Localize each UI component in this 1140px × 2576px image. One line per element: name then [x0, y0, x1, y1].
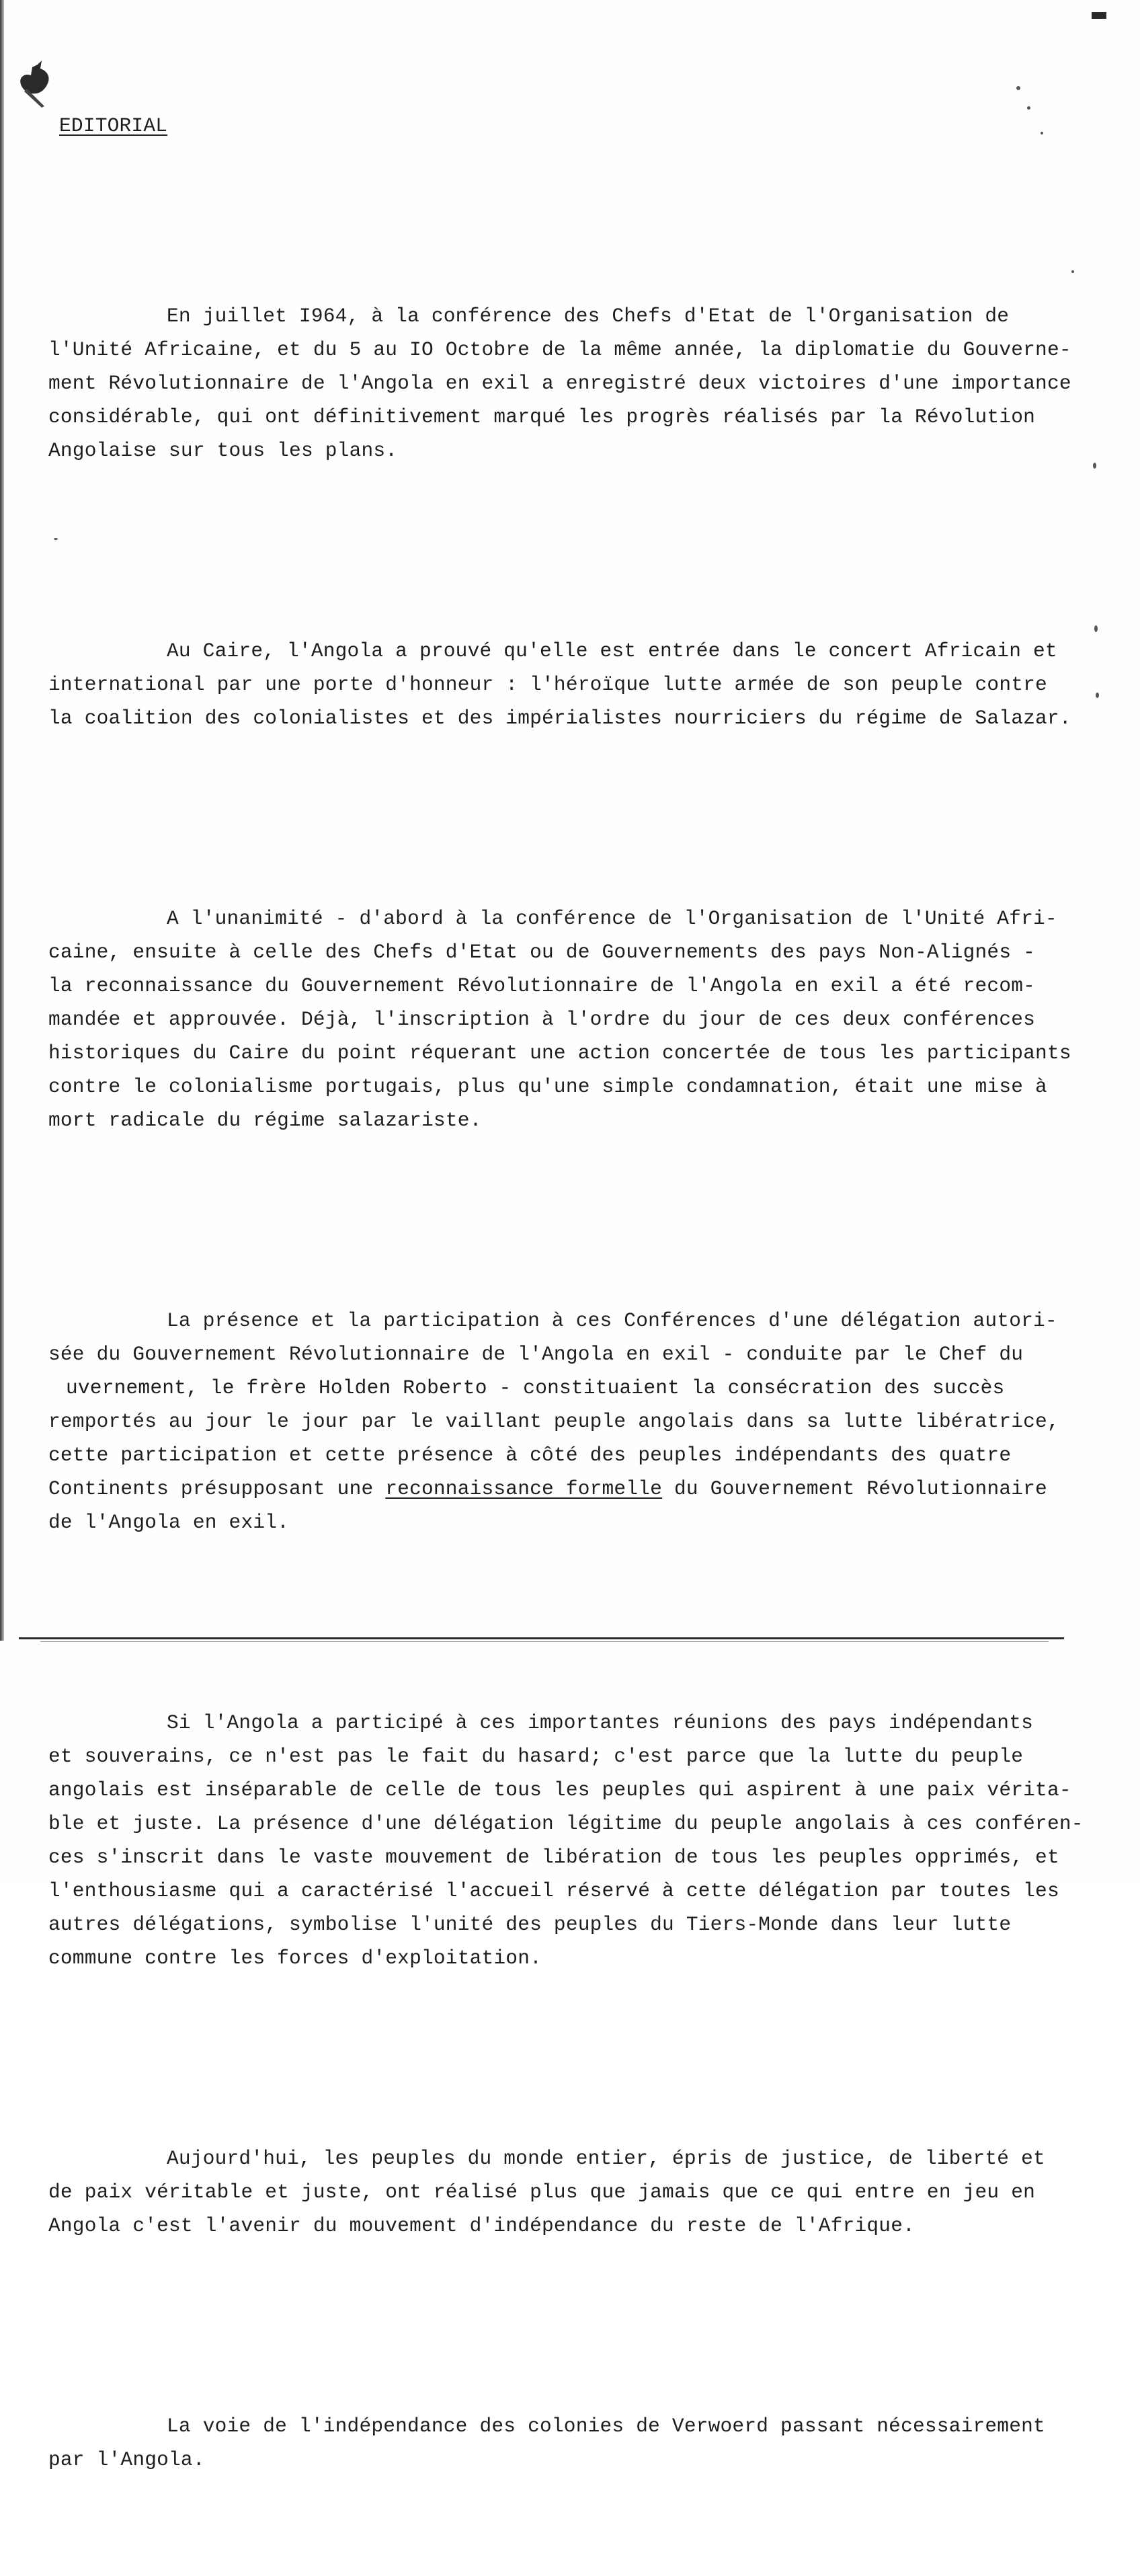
text-line: par l'Angola. — [48, 2448, 205, 2471]
scan-speck — [1093, 463, 1096, 469]
text-line: de l'Angola en exil. — [48, 1511, 290, 1534]
text-line: Au Caire, l'Angola a prouvé qu'elle est entrée dans le concert Africain et — [167, 639, 1057, 662]
scan-speck — [1016, 86, 1020, 90]
text-line: En juillet I964, à la conférence des Chefs d'Etat de l'Organisation de — [167, 305, 1010, 327]
bottom-rule-shadow — [40, 1641, 1049, 1642]
text-line: la reconnaissance du Gouvernement Révolutionnaire de l'Angola en exil a été recom- — [48, 974, 1036, 997]
text-line: considérable, qui ont définitivement marqué les progrès réalisés par la Révolution — [48, 405, 1036, 428]
text-line: La voie de l'indépendance des colonies de Verwoerd passant nécessairement — [167, 2415, 1045, 2437]
scan-speck — [54, 538, 58, 540]
paragraph-4 — [48, 1237, 1070, 1606]
paragraph-7 — [48, 2342, 1070, 2544]
bottom-rule — [19, 1637, 1064, 1639]
text-line: caine, ensuite à celle des Chefs d'Etat ou de Gouvernements des pays Non-Alignés - — [48, 941, 1036, 964]
text-line: mort radicale du régime salazariste. — [48, 1109, 482, 1132]
text-line: Si l'Angola a participé à ces importantes réunions des pays indépendants — [167, 1711, 1034, 1734]
text-line: la coalition des colonialistes et des impérialistes nourriciers du régime de Salazar. — [48, 707, 1071, 730]
editorial-body — [48, 232, 1084, 2576]
underlined-phrase: reconnaissance formelle — [385, 1477, 663, 1500]
scan-speck — [1027, 106, 1030, 110]
text-line: contre le colonialisme portugais, plus qu'une simple condamnation, était une mise à — [48, 1075, 1047, 1098]
scan-speck — [1041, 132, 1043, 134]
text-line: Angolaise sur tous les plans. — [48, 439, 398, 462]
scan-speck — [1071, 270, 1074, 273]
paragraph-5 — [48, 1639, 1084, 2042]
paragraph-6 — [48, 2074, 1070, 2310]
text-line: commune contre les forces d'exploitation. — [48, 1947, 542, 1969]
text-line: cette participation et cette présence à côté des peuples indépendants des quatre — [48, 1444, 1012, 1467]
text-line: La présence et la participation à ces Conférences d'une délégation autori- — [167, 1309, 1057, 1332]
text-line: mandée et approuvée. Déjà, l'inscription à l'ordre du jour de ces deux conférences — [48, 1008, 1036, 1031]
text-line: A l'unanimité - d'abord à la conférence de l'Organisation de l'Unité Afri- — [167, 907, 1057, 930]
text-line: ble et juste. La présence d'une délégation légitime du peuple angolais à ces conféren- — [48, 1812, 1084, 1835]
text-line: autres délégations, symbolise l'unité des peuples du Tiers-Monde dans leur lutte — [48, 1913, 1012, 1936]
paragraph-1 — [48, 232, 1070, 535]
text-fragment: du Gouvernement Révolutionnaire — [662, 1477, 1047, 1500]
text-fragment: Continents présupposant une — [48, 1477, 386, 1500]
editorial-heading: EDITORIAL — [59, 114, 168, 137]
text-line: l'Unité Africaine, et du 5 au IO Octobre de la même année, la diplomatie du Gouverne- — [48, 338, 1071, 361]
text-line: angolais est inséparable de celle de tous les peuples qui aspirent à une paix vérita- — [48, 1779, 1071, 1801]
text-line: international par une porte d'honneur : l'héroïque lutte armée de son peuple contre — [48, 673, 1047, 696]
text-line: historiques du Caire du point réquerant une action concertée de tous les participants — [48, 1042, 1071, 1064]
text-line: ment Révolutionnaire de l'Angola en exil a enregistré deux victoires d'une importance — [48, 372, 1071, 395]
scan-top-right-mark — [1092, 12, 1106, 19]
ink-blot-mark — [17, 59, 65, 113]
text-line: remportés au jour le jour par le vaillant peuple angolais dans sa lutte libératrice, — [48, 1410, 1059, 1433]
text-line-with-underline — [48, 1472, 1070, 1506]
scan-left-edge — [0, 0, 4, 1641]
scan-speck — [1094, 625, 1098, 632]
text-line: ces s'inscrit dans le vaste mouvement de libération de tous les peuples opprimés, et — [48, 1846, 1059, 1869]
text-line: sée du Gouvernement Révolutionnaire de l'Angola en exil - conduite par le Chef du — [48, 1343, 1024, 1366]
text-line: Angola c'est l'avenir du mouvement d'indépendance du reste de l'Afrique. — [48, 2214, 915, 2237]
text-line: l'enthousiasme qui a caractérisé l'accueil réservé à cette délégation par toutes les — [48, 1879, 1059, 1902]
scan-speck — [1096, 693, 1099, 698]
text-line: uvernement, le frère Holden Roberto - constituaient la consécration des succès — [66, 1376, 1005, 1399]
text-line: et souverains, ce n'est pas le fait du hasard; c'est parce que la lutte du peuple — [48, 1745, 1024, 1768]
paragraph-3 — [48, 834, 1070, 1204]
text-line: Aujourd'hui, les peuples du monde entier, épris de justice, de liberté et — [167, 2147, 1045, 2170]
text-line: de paix véritable et juste, ont réalisé plus que jamais que ce qui entre en jeu en — [48, 2181, 1036, 2203]
paragraph-2 — [48, 567, 1070, 802]
